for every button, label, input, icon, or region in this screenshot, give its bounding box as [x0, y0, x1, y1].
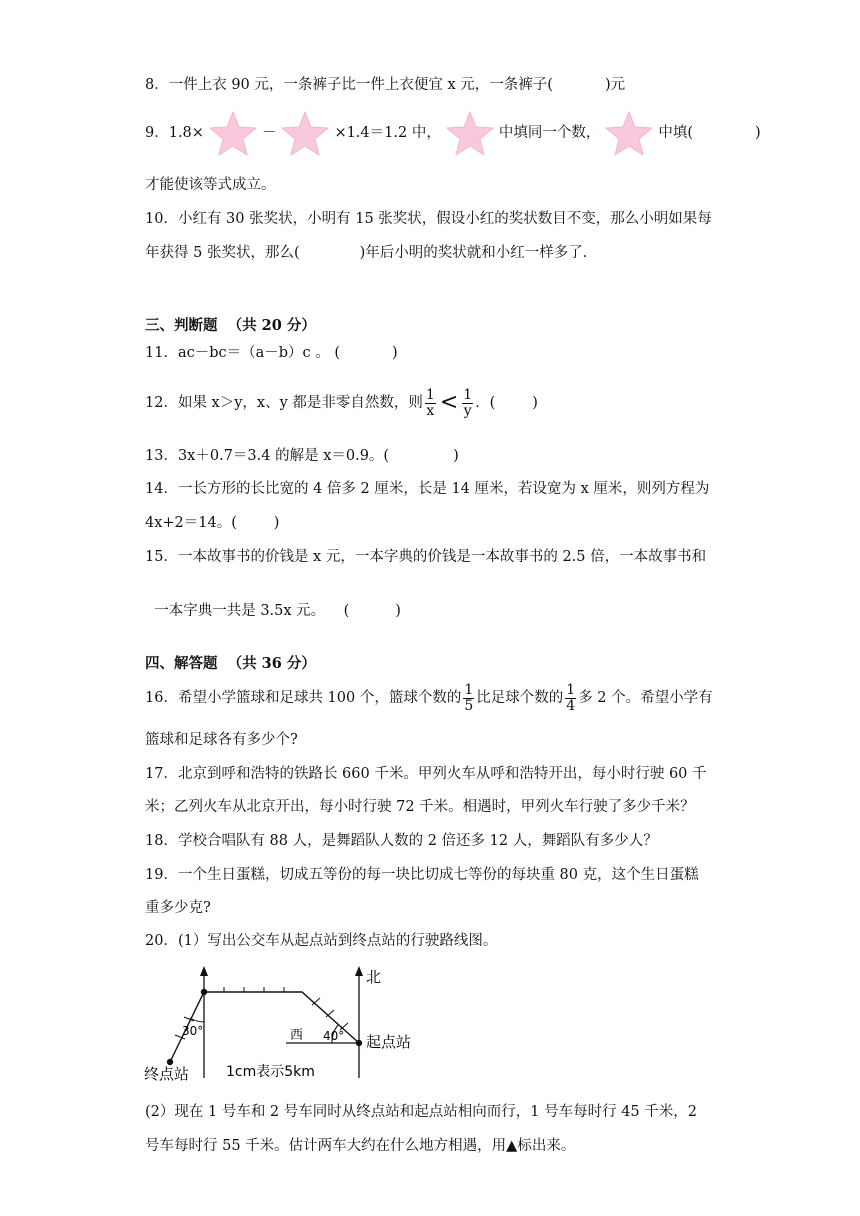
- question-18: 18．学校合唱队有 88 人，是舞蹈队人数的 2 倍还多 12 人，舞蹈队有多少人？: [145, 833, 658, 849]
- question-9-continued: 才能使该等式成立。: [145, 177, 276, 193]
- fraction-1-over-4: $\frac{1}{4}$: [566, 681, 576, 714]
- question-14-line2: 4x+2＝14。( ): [145, 515, 280, 531]
- star-placeholder-icon: [280, 110, 330, 156]
- question-15-line2: 一本字典一共是 3.5x 元。 ( ): [154, 603, 401, 619]
- question-12: 12．如果 x＞y，x、y 都是非零自然数，则 $\frac{1}{x}$ < $\frac{1}{y}$ ．( ): [145, 386, 538, 419]
- arrow-up-icon: [355, 966, 363, 976]
- question-16-line1: 16．希望小学篮球和足球共 100 个，篮球个数的 $\frac{1}{5}$ 比足球个数的 $\frac{1}{4}$ 多 2 个。希望小学有: [145, 681, 713, 714]
- end-station-label: 终点站: [144, 1065, 190, 1083]
- question-9: 9．1.8× － ×1.4＝1.2 中， 中填同一个数， 中填( ): [145, 110, 761, 156]
- question-16-line2: 篮球和足球各有多少个?: [145, 732, 298, 748]
- question-19-line1: 19．一个生日蛋糕，切成五等份的每一块比切成七等份的每块重 80 克，这个生日蛋糕: [145, 867, 699, 883]
- fraction-1-over-y: $\frac{1}{y}$: [463, 386, 473, 419]
- angle-30-label: 30°: [182, 1024, 204, 1038]
- star-placeholder-icon: [445, 110, 495, 156]
- question-20-part2-line1: (2）现在 1 号车和 2 号车同时从终点站和起点站相向而行，1 号车每时行 45 千米，2: [145, 1104, 697, 1120]
- turn-point: [201, 989, 207, 995]
- fraction-1-over-x: $\frac{1}{x}$: [425, 386, 435, 419]
- route-diagram: [140, 960, 430, 1085]
- question-20-part1: 20．(1）写出公交车从起点站到终点站的行驶路线图。: [145, 933, 498, 949]
- start-station-label: 起点站: [366, 1033, 412, 1051]
- fraction-1-over-5: $\frac{1}{5}$: [464, 681, 474, 714]
- angle-40-label: 40°: [323, 1029, 345, 1043]
- section-4-heading: 四、解答题 （共 36 分）: [145, 655, 316, 672]
- star-placeholder-icon: [208, 110, 258, 156]
- scale-label: 1cm表示5km: [226, 1064, 315, 1080]
- north-label: 北: [366, 968, 382, 986]
- question-19-line2: 重多少克?: [145, 900, 211, 916]
- question-14-line1: 14．一长方形的长比宽的 4 倍多 2 厘米，长是 14 厘米，若设宽为 x 厘米，则列方程为: [145, 481, 710, 497]
- question-20-part2-line2: 号车每时行 55 千米。估计两车大约在什么地方相遇，用▲标出来。: [145, 1138, 576, 1154]
- question-15-line1: 15．一本故事书的价钱是 x 元，一本字典的价钱是一本故事书的 2.5 倍，一本故事书和: [145, 549, 707, 565]
- star-placeholder-icon: [604, 110, 654, 156]
- question-17-line2: 米；乙列火车从北京开出，每小时行驶 72 千米。相遇时，甲列火车行驶了多少千米？: [145, 799, 695, 815]
- question-11: 11．ac－bc＝（a－b）c 。 ( ): [145, 345, 398, 361]
- question-13: 13．3x＋0.7＝3.4 的解是 x＝0.9。( ): [145, 448, 459, 464]
- question-10-line2: 年获得 5 张奖状，那么( )年后小明的奖状就和小红一样多了.: [145, 245, 588, 261]
- question-10-line1: 10．小红有 30 张奖状，小明有 15 张奖状，假设小红的奖状数目不变，那么小明如果每: [145, 211, 712, 227]
- west-label: 西: [290, 1028, 304, 1043]
- start-station-point: [356, 1040, 362, 1046]
- arrow-up-icon: [200, 966, 208, 976]
- question-17-line1: 17．北京到呼和浩特的铁路长 660 千米。甲列火车从呼和浩特开出，每小时行驶 60 千: [145, 766, 707, 782]
- section-3-heading: 三、判断题 （共 20 分）: [145, 317, 316, 334]
- question-8: 8．一件上衣 90 元，一条裤子比一件上衣便宜 x 元，一条裤子( )元: [145, 77, 626, 93]
